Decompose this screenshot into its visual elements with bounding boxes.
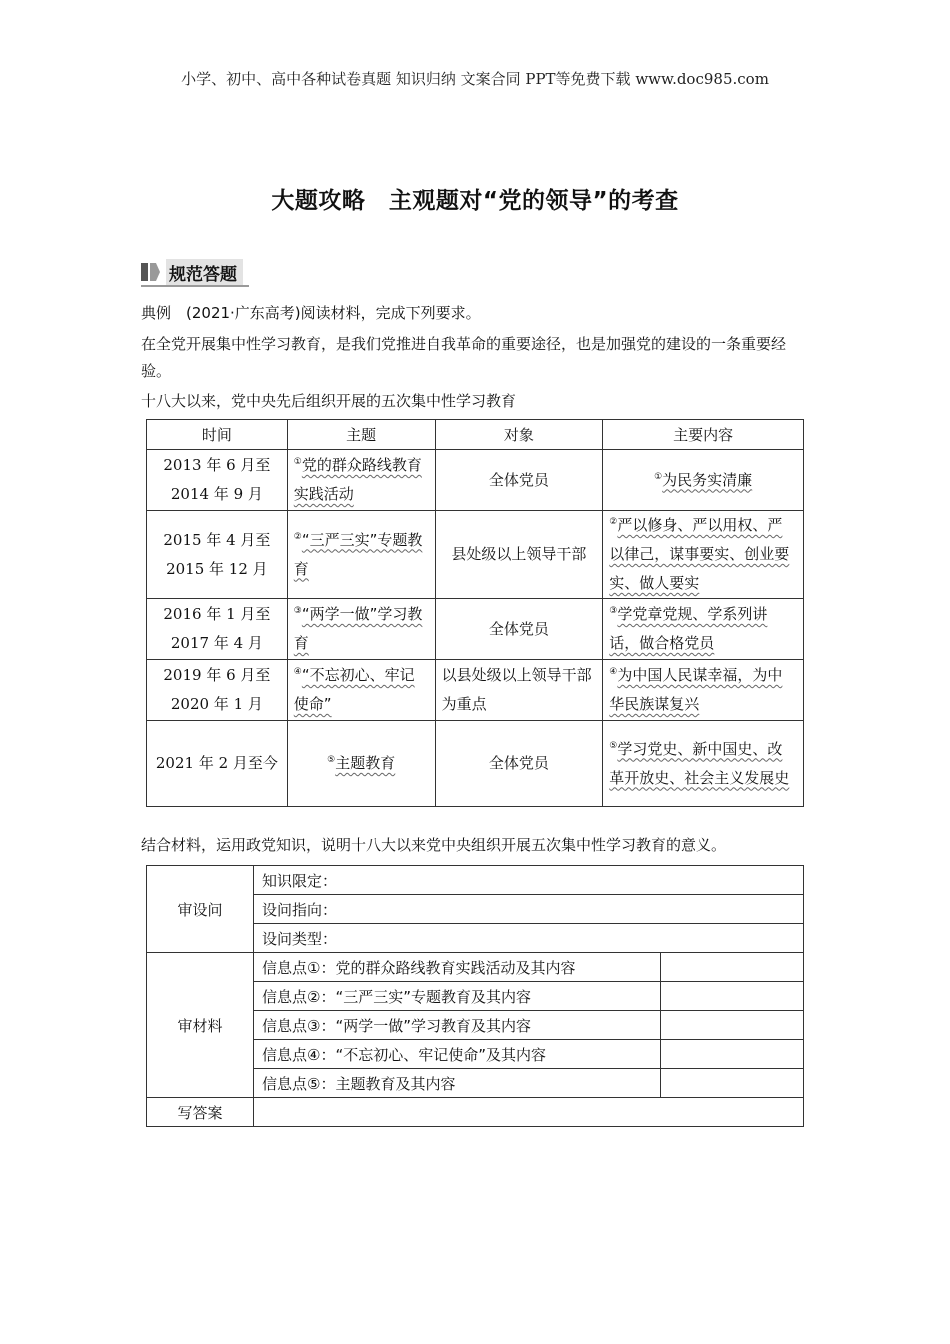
object-cell: 全体党员 <box>435 721 603 807</box>
time-cell: 2019 年 6 月至 2020 年 1 月 <box>147 660 288 721</box>
info-answer-blank[interactable] <box>661 1069 804 1098</box>
knowledge-limit-label: 知识限定： <box>254 866 804 895</box>
section-heading-label: 规范答题 <box>166 259 243 286</box>
info-answer-blank[interactable] <box>661 982 804 1011</box>
education-table <box>146 419 804 807</box>
table-row <box>147 599 804 660</box>
table-row <box>147 660 804 721</box>
theme-cell: ②“三严三实”专题教育 <box>287 511 435 599</box>
theme-cell: ⑤主题教育 <box>287 721 435 807</box>
write-answer-label: 写答案 <box>147 1098 254 1127</box>
content-cell: ①为民务实清廉 <box>603 450 804 511</box>
question-type-label: 设问类型： <box>254 924 804 953</box>
answer-analysis-table <box>146 865 804 1127</box>
info-point: 信息点③：“两学一做”学习教育及其内容 <box>254 1011 661 1040</box>
time-cell: 2015 年 4 月至 2015 年 12 月 <box>147 511 288 599</box>
table-row <box>147 511 804 599</box>
content-cell: ③学党章党规、学系列讲话，做合格党员 <box>603 599 804 660</box>
page-header-banner: 小学、初中、高中各种试卷真题 知识归纳 文案合同 PPT等免费下载 www.doc985.com <box>181 70 769 88</box>
header-object: 对象 <box>435 420 603 450</box>
table-row <box>147 721 804 807</box>
write-answer-blank[interactable] <box>254 1098 804 1127</box>
theme-cell: ③“两学一做”学习教育 <box>287 599 435 660</box>
object-cell: 以县处级以上领导干部为重点 <box>435 660 603 721</box>
table-row <box>147 450 804 511</box>
time-cell: 2013 年 6 月至 2014 年 9 月 <box>147 450 288 511</box>
audit-question-label: 审设问 <box>147 866 254 953</box>
table-caption: 十八大以来，党中央先后组织开展的五次集中性学习教育 <box>141 392 517 410</box>
header-content: 主要内容 <box>603 420 804 450</box>
content-cell: ②严以修身、严以用权、严以律己，谋事要实、创业要实、做人要实 <box>603 511 804 599</box>
object-cell: 全体党员 <box>435 450 603 511</box>
info-point: 信息点①：党的群众路线教育实践活动及其内容 <box>254 953 661 982</box>
header-theme: 主题 <box>287 420 435 450</box>
example-line: 典例 (2021·广东高考)阅读材料，完成下列要求。 <box>141 304 481 322</box>
object-cell: 全体党员 <box>435 599 603 660</box>
info-answer-blank[interactable] <box>661 953 804 982</box>
header-time: 时间 <box>147 420 288 450</box>
table-header-row <box>147 420 804 450</box>
content-cell: ④为中国人民谋幸福，为中华民族谋复兴 <box>603 660 804 721</box>
time-cell: 2021 年 2 月至今 <box>147 721 288 807</box>
question-text: 结合材料，运用政党知识，说明十八大以来党中央组织开展五次集中性学习教育的意义。 <box>141 836 727 854</box>
object-cell: 县处级以上领导干部 <box>435 511 603 599</box>
info-point: 信息点④：“不忘初心、牢记使命”及其内容 <box>254 1040 661 1069</box>
info-answer-blank[interactable] <box>661 1011 804 1040</box>
info-point: 信息点②：“三严三实”专题教育及其内容 <box>254 982 661 1011</box>
info-answer-blank[interactable] <box>661 1040 804 1069</box>
theme-cell: ④“不忘初心、牢记使命” <box>287 660 435 721</box>
section-marker-icon <box>141 262 160 282</box>
info-point: 信息点⑤：主题教育及其内容 <box>254 1069 661 1098</box>
audit-material-label: 审材料 <box>147 953 254 1098</box>
section-heading <box>141 260 243 284</box>
direction-label: 设问指向： <box>254 895 804 924</box>
material-text: 在全党开展集中性学习教育，是我们党推进自我革命的重要途径，也是加强党的建设的一条重要经验。 <box>141 335 787 380</box>
theme-cell: ①党的群众路线教育实践活动 <box>287 450 435 511</box>
time-cell: 2016 年 1 月至 2017 年 4 月 <box>147 599 288 660</box>
content-cell: ⑤学习党史、新中国史、改革开放史、社会主义发展史 <box>603 721 804 807</box>
page-title: 大题攻略 主观题对“党的领导”的考查 <box>271 188 679 214</box>
